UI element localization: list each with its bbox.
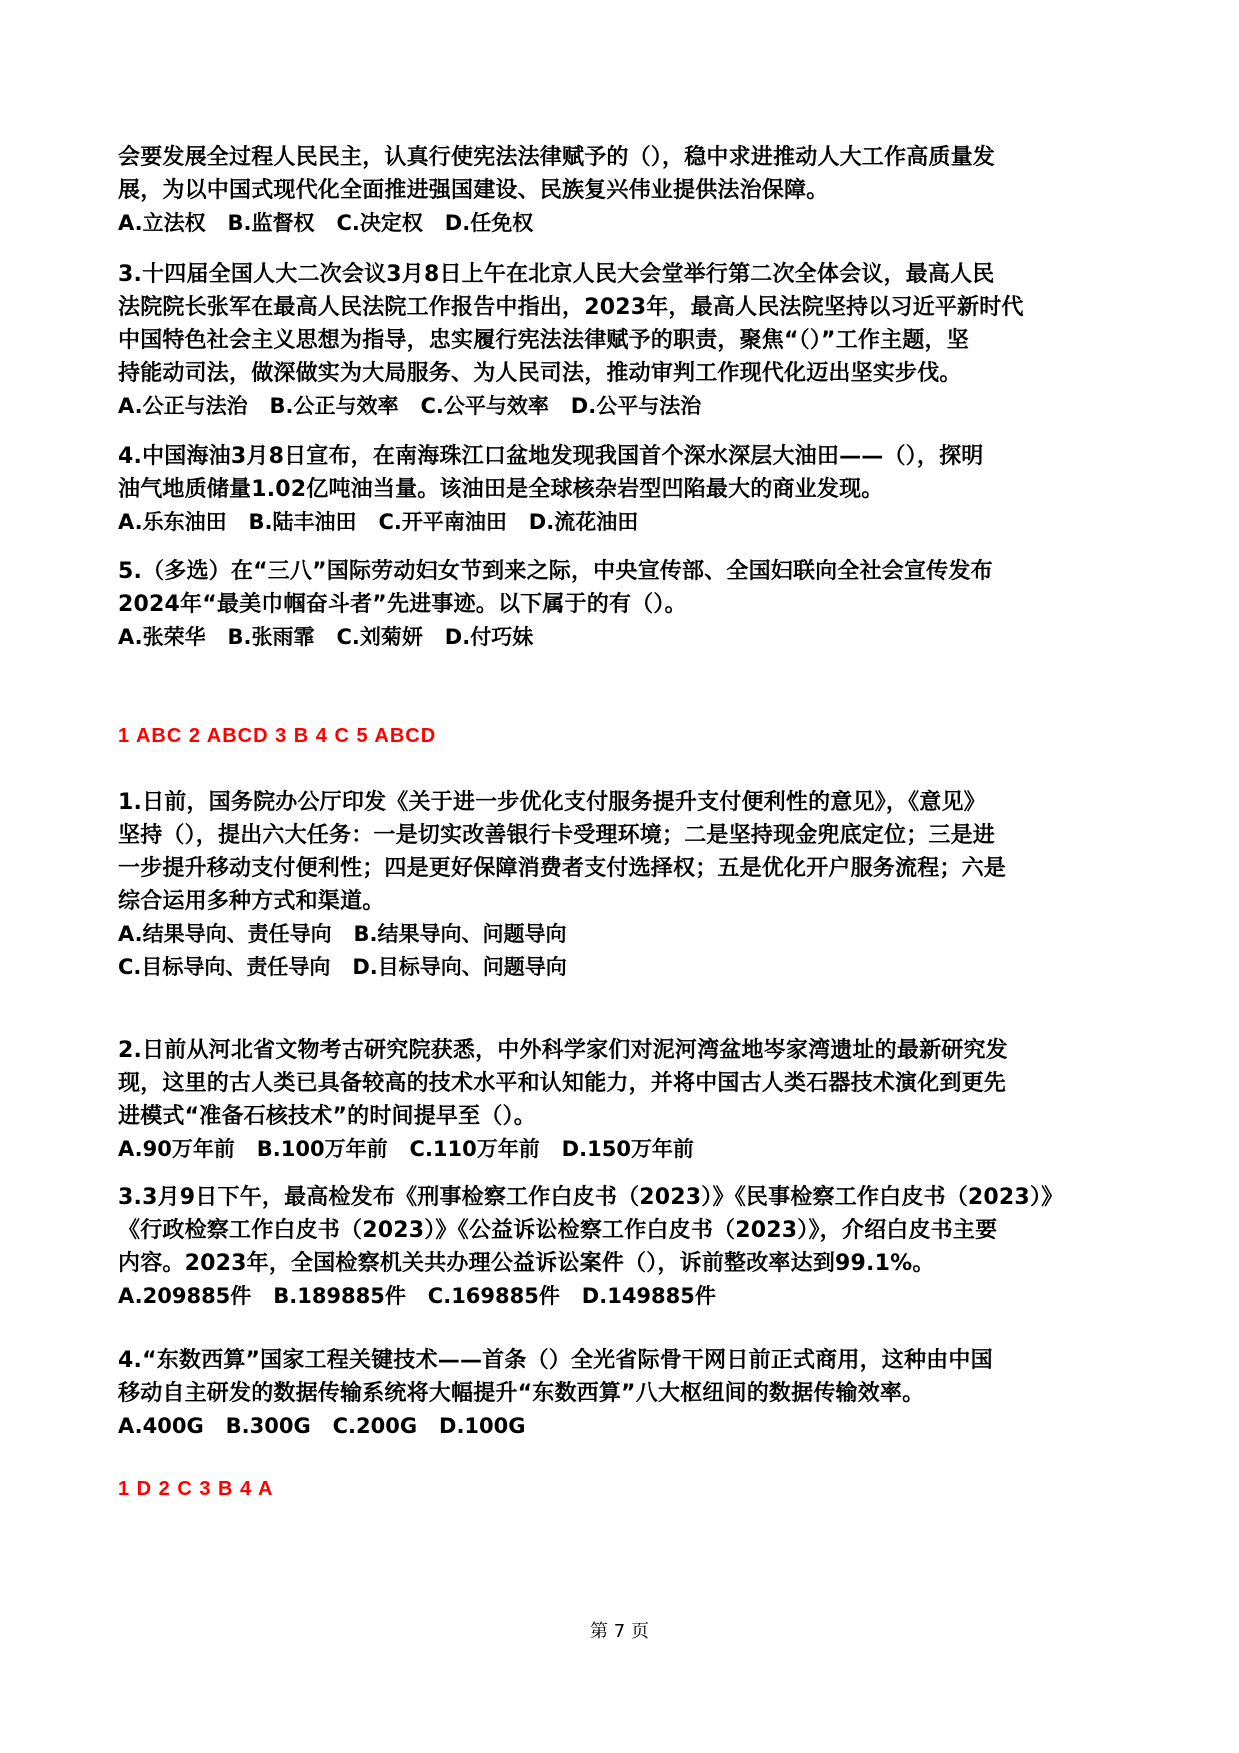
- question-options: A.公正与法治 B.公正与效率 C.公平与效率 D.公平与法治: [118, 394, 702, 418]
- question-text-line: 1.日前，国务院办公厅印发《关于进一步优化支付服务提升支付便利性的意见》，《意见》: [118, 790, 986, 815]
- question-text-line: 现，这里的古人类已具备较高的技术水平和认知能力，并将中国古人类石器技术演化到更先: [118, 1071, 1007, 1096]
- answer-key-section2: 1 D 2 C 3 B 4 A: [118, 1478, 274, 1500]
- question-options: A.结果导向、责任导向 B.结果导向、问题导向: [118, 922, 567, 946]
- question-text-line: 内容。2023年，全国检察机关共办理公益诉讼案件（），诉前整改率达到99.1%。: [118, 1251, 935, 1276]
- question-block-s1-q2: [118, 141, 1128, 240]
- question-text-line: 4.中国海油3月8日宣布，在南海珠江口盆地发现我国首个深水深层大油田——（），探明: [118, 444, 984, 469]
- question-block-s2-q1: [118, 786, 1128, 984]
- question-block-s1-q3: [118, 258, 1128, 423]
- question-options: C.目标导向、责任导向 D.目标导向、问题导向: [118, 955, 567, 979]
- question-options: A.张荣华 B.张雨霏 C.刘菊妍 D.付巧妹: [118, 625, 534, 649]
- question-text-line: 油气地质储量1.02亿吨油当量。该油田是全球核杂岩型凹陷最大的商业发现。: [118, 477, 884, 502]
- question-text-line: 会要发展全过程人民民主，认真行使宪法法律赋予的（），稳中求进推动人大工作高质量发: [118, 145, 996, 170]
- question-options: A.209885件 B.189885件 C.169885件 D.149885件: [118, 1284, 716, 1308]
- question-text-line: 2.日前从河北省文物考古研究院获悉，中外科学家们对泥河湾盆地岑家湾遗址的最新研究发: [118, 1038, 1008, 1063]
- question-text-line: 持能动司法，做深做实为大局服务、为人民司法，推动审判工作现代化迈出坚实步伐。: [118, 361, 962, 386]
- question-text-line: 一步提升移动支付便利性；四是更好保障消费者支付选择权；五是优化开户服务流程；六是: [118, 856, 1007, 881]
- question-options: A.400G B.300G C.200G D.100G: [118, 1414, 526, 1438]
- question-text-line: 综合运用多种方式和渠道。: [118, 889, 385, 914]
- answer-key-section1: 1 ABC 2 ABCD 3 B 4 C 5 ABCD: [118, 725, 437, 747]
- question-block-s2-q2: [118, 1034, 1128, 1166]
- question-block-s2-q4: [118, 1344, 1128, 1443]
- question-block-s2-q3: [118, 1181, 1128, 1313]
- question-text-line: 2024年“最美巾帼奋斗者”先进事迹。以下属于的有（）。: [118, 592, 687, 617]
- question-text-line: 4.“东数西算”国家工程关键技术——首条（）全光省际骨干网日前正式商用，这种由中国: [118, 1348, 993, 1373]
- question-text-line: 进模式“准备石核技术”的时间提早至（）。: [118, 1104, 536, 1129]
- question-text-line: 中国特色社会主义思想为指导，忠实履行宪法法律赋予的职责，聚焦“（）”工作主题，坚: [118, 328, 969, 353]
- question-text-line: 3.十四届全国人大二次会议3月8日上午在北京人民大会堂举行第二次全体会议，最高人民: [118, 262, 995, 287]
- question-text-line: 移动自主研发的数据传输系统将大幅提升“东数西算”八大枢纽间的数据传输效率。: [118, 1381, 925, 1406]
- question-options: A.90万年前 B.100万年前 C.110万年前 D.150万年前: [118, 1137, 694, 1161]
- question-block-s1-q4: [118, 440, 1128, 539]
- page-number-footer: 第 7 页: [590, 1621, 649, 1642]
- question-text-line: 5.（多选）在“三八”国际劳动妇女节到来之际，中央宣传部、全国妇联向全社会宣传发布: [118, 559, 993, 584]
- question-text-line: 坚持（），提出六大任务：一是切实改善银行卡受理环境；二是坚持现金兜底定位；三是进: [118, 823, 996, 848]
- question-text-line: 展，为以中国式现代化全面推进强国建设、民族复兴伟业提供法治保障。: [118, 178, 829, 203]
- question-text-line: 《行政检察工作白皮书（2023）》《公益诉讼检察工作白皮书（2023）》，介绍白皮书主要: [118, 1218, 998, 1243]
- question-options: A.乐东油田 B.陆丰油田 C.开平南油田 D.流花油田: [118, 510, 639, 534]
- question-block-s1-q5: [118, 555, 1128, 654]
- question-text-line: 3.3月9日下午，最高检发布《刑事检察工作白皮书（2023）》《民事检察工作白皮书（2023）》: [118, 1185, 1064, 1210]
- question-text-line: 法院院长张军在最高人民法院工作报告中指出，2023年，最高人民法院坚持以习近平新时代: [118, 295, 1024, 320]
- question-options: A.立法权 B.监督权 C.决定权 D.任免权: [118, 211, 534, 235]
